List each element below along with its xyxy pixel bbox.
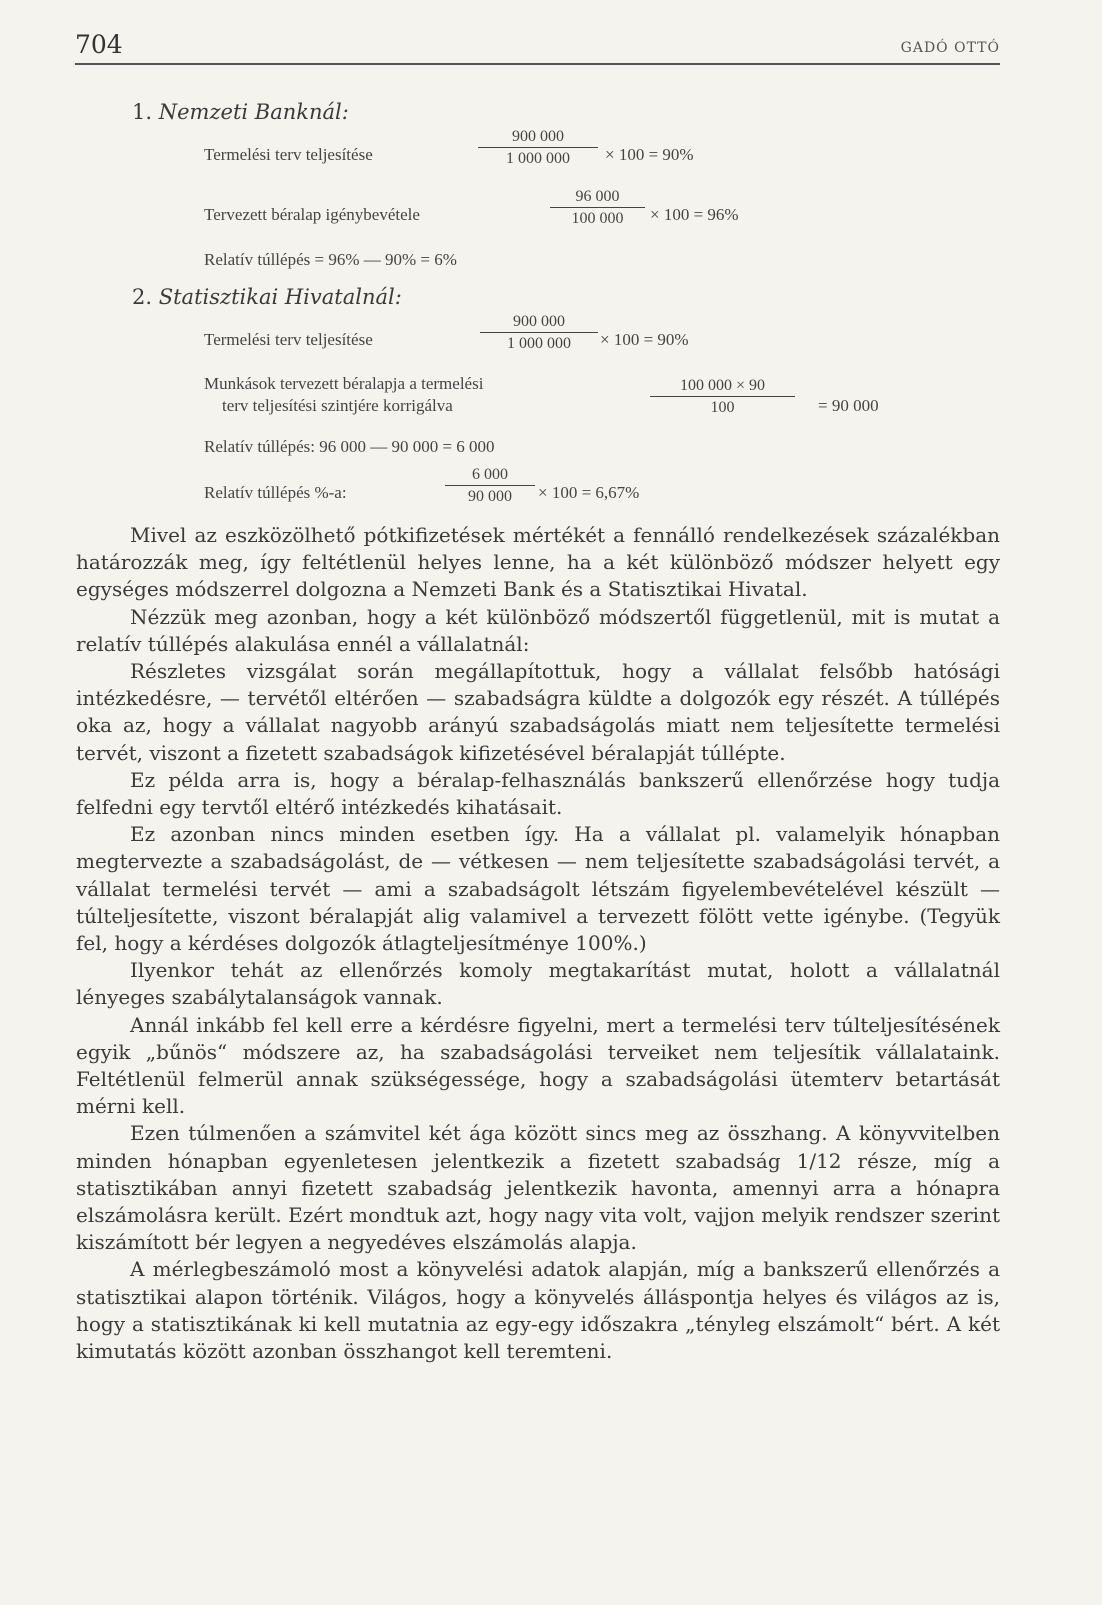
s2-line4-denominator: 90 000 [468,488,512,505]
s2-line4-label: Relatív túllépés %-a: [204,483,347,502]
s2-line1-result: × 100 = 90% [600,330,689,349]
s2-line4-result: × 100 = 6,67% [538,483,640,502]
paragraph-9: A mérlegbeszámoló most a könyvelési adatok alapján, míg a bankszerű ellenőrzés a statisztikai alapon történik. Világos, hogy a könyvelés álláspontja helyes és világos az is, hogy a statisztikának ki kell mutatnia az egy-egy időszakra „tényleg elszámolt“ bért. A két kimutatás között azonban összhangot kell teremteni. [76,1257,1000,1364]
paragraph-8: Ezen túlmenően a számvitel két ága között sincs meg az összhang. A könyvvitelben minden hónapban egyenletesen jelentkezik a fizetett szabadság 1/12 része, míg a statisztikában annyi fizetett szabadság jelentkezik havonta, amennyi arra a hónapra elszámolásra került. Ezért mondtuk azt, hogy nagy vita volt, vajjon melyik rendszer szerint kiszámított bér legyen a negyedéves elszámolás alapja. [76,1121,1000,1255]
s2-line1-fraction [480,313,598,353]
s1-line2-numerator: 96 000 [550,188,645,208]
s1-line1-result: × 100 = 90% [605,145,694,164]
page-header [75,30,1000,62]
s2-line4-numerator: 6 000 [445,466,535,486]
s1-line2-fraction [550,188,645,228]
s1-line1-numerator: 900 000 [478,128,598,148]
section2-heading-number: 2. [132,285,153,309]
s1-line2-label: Tervezett béralap igénybevétele [204,205,420,224]
s2-line1-denominator: 1 000 000 [507,335,571,352]
running-title: GADÓ OTTÓ [900,40,1000,56]
paragraph-3: Részletes vizsgálat során megállapítottuk, hogy a vállalat felsőbb hatósági intézkedésre, — tervétől eltérően — szabadságra küldte a dolgozók egy részét. A túllépés oka az, hogy a vállalat nagyobb arányú szabadságolás miatt nem teljesítette termelési tervét, viszont a fizetett szabadságok kifizetésével béralapját túllépte. [76,659,1000,765]
section1-heading [132,100,349,124]
s1-line2-denominator: 100 000 [571,210,624,227]
paragraph-2: Nézzük meg azonban, hogy a két különböző módszertől függetlenül, mit is mutat a relatív túllépés alakulása ennél a vállalatnál: [76,604,1000,656]
s1-line1-fraction [478,128,598,168]
paragraph-1: Mivel az eszközölhető pótkifizetések mértékét a fennálló rendelkezések százalékban határozzák meg, így feltétlenül helyes lenne, ha a két különböző módszer helyett egy egységes módszerrel dolgozna a Nemzeti Bank és a Statisztikai Hivatal. [76,523,1000,602]
section2-heading-text: Statisztikai Hivatalnál: [158,285,402,309]
header-rule [75,63,1000,65]
s2-line2-denominator: 100 [710,399,735,416]
s1-line1-label: Termelési terv teljesítése [204,145,373,164]
section1-heading-text: Nemzeti Banknál: [158,100,349,124]
s2-line2-result: = 90 000 [818,396,879,415]
s1-line1-denominator: 1 000 000 [506,150,570,167]
s2-line2-label-b: terv teljesítési szintjére korrigálva [222,396,453,415]
s2-line2-label-a: Munkások tervezett béralapja a termelési [204,374,484,393]
s1-line2-result: × 100 = 96% [650,205,739,224]
paragraph-5: Ez azonban nincs minden esetben így. Ha a vállalat pl. valamelyik hónapban megtervezte a szabadságolást, de — vétkesen — nem teljesítette szabadságolási tervét, a vállalat termelési tervét — ami a szabadságolt létszám figyelembevételével készült — túlteljesítette, viszont béralapját alig valamivel a tervezett fölött vette igénybe. (Tegyük fel, hogy a kérdéses dolgozók átlagteljesítménye 100%.) [76,822,1000,956]
s2-line2-numerator: 100 000 × 90 [650,377,795,397]
s2-line1-label: Termelési terv teljesítése [204,330,373,349]
s2-line4-fraction [445,466,535,506]
s2-line1-numerator: 900 000 [480,313,598,333]
page-number: 704 [75,30,123,59]
s2-line2-fraction [650,377,795,417]
paragraph-7: Annál inkább fel kell erre a kérdésre figyelni, mert a termelési terv túlteljesítésének egyik „bűnös“ módszere az, ha szabadságolási terveiket nem teljesítik vállalataink. Feltétlenül felmerül annak szükségessége, hogy a szabadságolási ütemterv betartását mérni kell. [76,1012,1000,1119]
s1-line3: Relatív túllépés = 96% — 90% = 6% [204,250,457,269]
paragraph-6: Ilyenkor tehát az ellenőrzés komoly megtakarítást mutat, holott a vállalatnál lényeges szabálytalanságok vannak. [76,958,1000,1010]
paragraph-4: Ez példa arra is, hogy a béralap-felhasználás bankszerű ellenőrzése hogy tudja felfedni egy tervtől eltérő intézkedés kihatásait. [76,767,1000,820]
section2-heading [132,285,402,309]
body-text [76,522,1000,1365]
section1-heading-number: 1. [132,100,153,124]
s2-line3: Relatív túllépés: 96 000 — 90 000 = 6 000 [204,437,495,456]
